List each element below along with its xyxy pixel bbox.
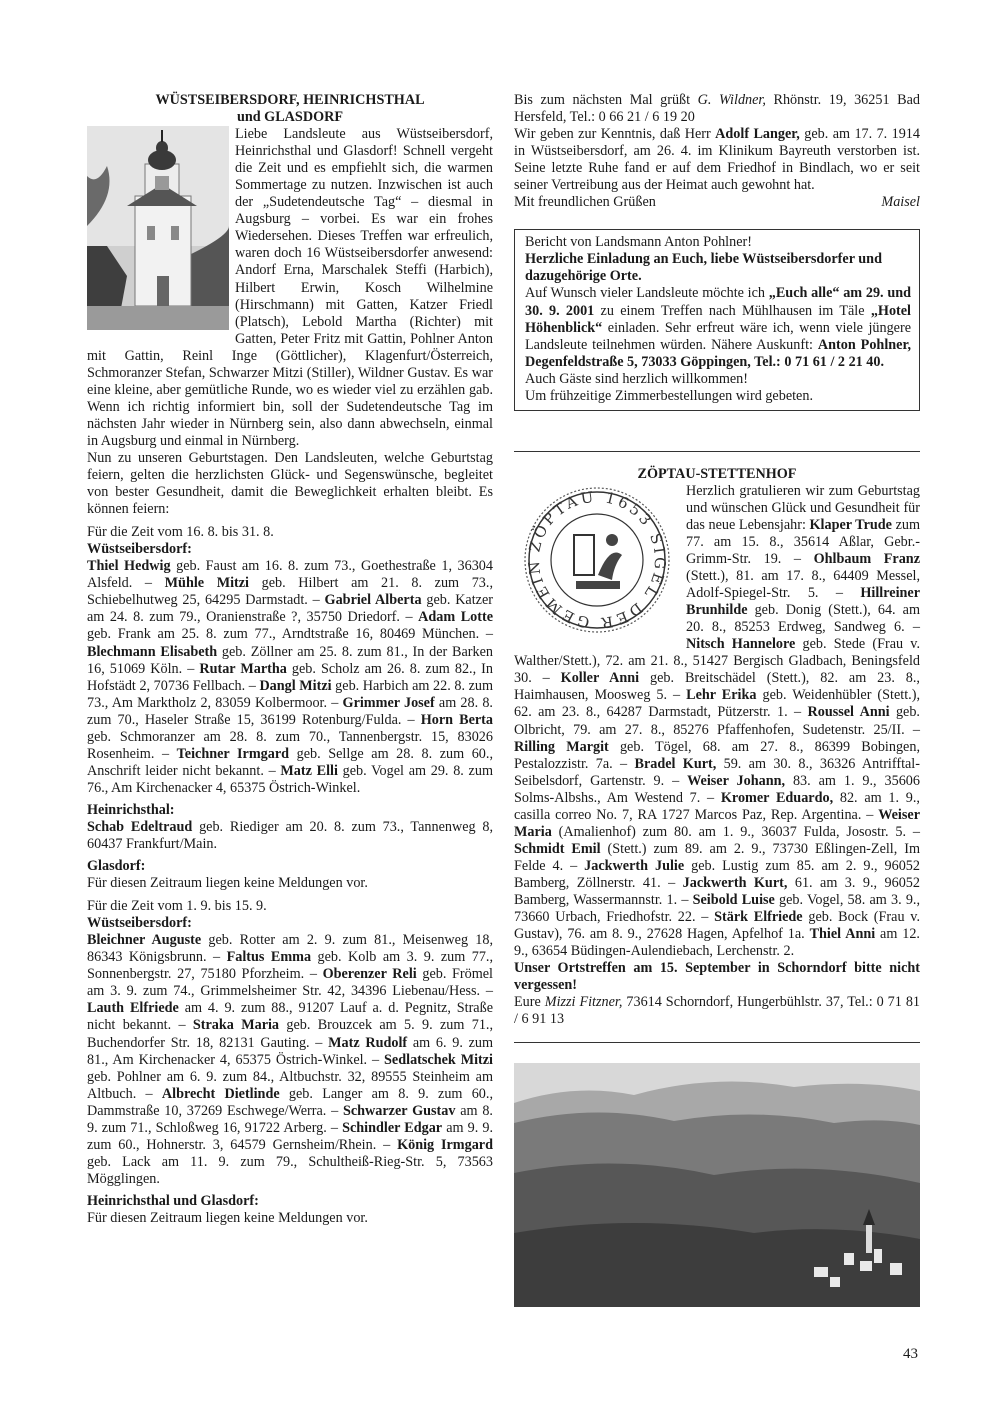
person-name: Dangl Mitzi [259,677,332,694]
section-title-zoeptau: ZÖPTAU-STETTENHOF [637,465,797,482]
person-details: geb. Lack am 11. 9. zum 79., Schultheiß-Rieg-Str. 5, 73563 Mögglingen. [87,1153,493,1187]
period-1: Für die Zeit vom 16. 8. bis 31. 8. [87,524,274,541]
invitation-rooms: Um frühzeitige Zimmerbestellungen wird gebeten. [525,387,813,404]
greeting-name: G. Wildner, [697,92,766,108]
person-details: geb. Harbich am 22. 8. zum 73., Am Marktholz 2, 83059 Kolbermoor. – [87,677,494,711]
person-name: Thiel Anni [809,926,876,943]
person-details: geb. Breitschädel (Stett.), 82. am 23. 8., Haimhausen, Moosweg 5. – [514,670,920,704]
person-details: geb. Katzer am 24. 8. zum 79., Oranienstraße ?, 35750 Driedorf. – [87,592,493,626]
divider-2 [514,1042,920,1043]
invitation-body [525,285,911,370]
person-details: geb. Bock (Frau v. Gustav), 76. am 8. 9., 27628 Hagen, Apfelhof 1a. [514,909,920,943]
person-name: Ohlbaum Franz [813,551,920,568]
person-details: geb. Pohlner am 6. 9. zum 84., Altbuchstr. 32, 89555 Steinheim am Altbuch. – [87,1068,493,1102]
person-details: (Stett.), 81. am 17. 8., 64409 Messel, Adolf-Spiegel-Str. 5. – [686,568,920,602]
person-name: Roussel Anni [807,704,890,721]
person-name: Rilling Margit [514,738,609,755]
person-name: König Irmgard [397,1136,493,1153]
left-column [87,92,493,1227]
heading-wuestseibersdorf-2: Wüstseibersdorf: [87,915,192,932]
person-name: Jackwerth Kurt, [682,874,788,891]
person-details: geb. Zöllner am 25. 8. zum 81., In der Barken 16, 51069 Köln. – [87,643,493,677]
person-name: Mühle Mitzi [164,575,249,592]
landscape-photo [514,1063,920,1307]
meeting-text: Unser Ortstreffen am 15. September in Schorndorf bitte nicht vergessen! [514,960,920,994]
person-details: geb. Langer am 8. 9. zum 60., Dammstraße 10, 37269 Eschwege/Werra. – [87,1085,493,1119]
inv-b: „Euch alle“ am 29. und 30. 9. 2001 [525,285,911,319]
person-details: 83. am 1. 9., 35606 Solms-Albshs., Am Westend 7. – [514,772,920,806]
person-details: zum 77. am 15. 8., 35614 Aßlar, Gebr.-Grimm-Str. 19. – [686,516,920,568]
person-name: Lehr Erika [686,687,757,704]
person-name: Gabriel Alberta [324,592,422,609]
person-details: geb. Frank am 25. 8. zum 77., Arndtstraße 16, 80469 München. – [87,626,493,643]
person-name: Stärk Elfriede [714,909,803,926]
divider-1 [514,451,920,452]
inv-d: „Hotel Höhenblick“ [525,302,911,336]
heading-wuestseibersdorf-1: Wüstseibersdorf: [87,541,192,558]
person-name: Klaper Trude [809,516,892,533]
zoeptau-signature [514,994,920,1028]
person-details: geb. Scholz am 26. 8. zum 82., In Hofstädt 2, 70736 Fellbach. – [87,660,493,694]
birthday-list-w1 [87,558,493,797]
person-details: am 9. 9. zum 60., Hohnerstr. 3, 64579 Gernsheim/Rhein. – [87,1119,493,1153]
section-title-wuestseibersdorf: WÜSTSEIBERSDORF, HEINRICHSTHAL [155,92,425,108]
person-details: geb. Vogel am 29. 8. zum 76., Am Kirchenacker 4, 65375 Östrich-Winkel. [87,762,493,796]
obituary-name: Adolf Langer, [715,126,800,143]
person-details: geb. Vogel, 58. am 3. 9., 73660 Urbach, Friedhofstr. 22. – [514,891,921,926]
intro-text: Liebe Landsleute aus Wüstseibersdorf, Heinrichsthal und Glasdorf! Schnell vergeht die Zeit und es empfiehlt sich, die warmen Sommertage zu nutzen. Inzwischen ist auch der „Sudetendeutsche Tag“ – diesmal in Augsburg – vorbei. Es war ein frohes Wiedersehen. Dieses Treffen war erfreulich, waren doch 16 Wüstseibersdorfer anwesend: Andorf Erna, Marschalek Steffi (Harbich), Hilbert Erwin, Kosch Wilhelmine (Hirschmann) mit Gatten, Katzer Friedl (Platsch), Lebold Martha (Richter) mit Gatten, Peter Fritz mit Gattin, Pohlner Anton mit Gattin, Reinl Inge (Göttlicher), Klagenfurt/Österreich, Schmoranzer Stefan, Schwarzer Mitzi (Stiller), Wildner Gustav. Es war eine kleine, aber gemütliche Runde, wo es wieder viel zu erzählen gab. Wenn ich richtig informiert bin, soll der Sudetendeutsche Tag im nächsten Jahr wieder in Nürnberg sein, also dann abwechseln, einmal in Augsburg und einmal in Nürnberg. [87,126,493,449]
person-details: 61. am 3. 9., 96052 Bamberg, Wassermannstr. 1. – [514,874,920,908]
sign-post: 73614 Schorndorf, Hungerbühlstr. 37, Tel.: 0 71 81 / 6 91 13 [514,994,921,1028]
person-details: geb. Stede (Frau v. Walther/Stett.), 72. am 21. 8., 51427 Bergisch Gladbach, Beningsfeld 30. – [514,636,920,687]
person-name: Sedlatschek Mitzi [384,1051,493,1068]
regards-signature: Maisel [881,194,920,211]
person-name: Blechmann Elisabeth [87,643,218,660]
person-details: am 28. 8. zum 70., Haseler Straße 15, 36199 Rotenburg/Fulda. – [87,694,493,728]
inv-e: einladen. Sehr erfreut wäre ich, wenn viele jüngere Landsleute teilnehmen würden. Nähere Auskunft: [525,319,911,353]
person-details: geb. Lustig zum 85. am 2. 9., 96052 Bamberg, Zöllnerstr. 41. – [514,857,920,891]
person-name: Schab Edeltraud [87,818,193,835]
glasdorf-note: Für diesen Zeitraum liegen keine Meldungen vor. [87,875,368,892]
person-name: Nitsch Hannelore [686,636,796,653]
regards-text: Mit freundlichen Grüßen [514,194,656,211]
person-name: Bradel Kurt, [634,755,717,772]
person-details: (Stett.) zum 89. am 2. 9., 73730 Eßlingen-Zell, Im Felde 4. – [514,840,920,874]
person-details: geb. Weidenhübler (Stett.), 62. am 23. 8., 64287 Darmstadt, Pützerstr. 1. – [514,687,920,721]
birthday-intro: Nun zu unseren Geburtstagen. Den Landsleuten, welche Geburtstag feiern, gelten die herzlichsten Glück- und Segenswünsche, begleitet von bester Gesundheit, damit die Beweglichkeit erhalten bleibt. Es können feiern: [87,449,493,518]
person-name: Faltus Emma [226,949,312,966]
person-name: Schindler Edgar [342,1119,443,1136]
person-name: Bleichner Auguste [87,932,202,949]
person-name: Straka Maria [192,1017,280,1034]
person-name: Teichner Irmgard [176,745,290,762]
person-details: geb. Hilbert am 21. 8. zum 73., Schiebelhutweg 25, 64295 Darmstadt. – [87,575,493,609]
church-photo [87,126,229,330]
heading-glasdorf-1: Glasdorf: [87,858,146,875]
person-name: Horn Berta [420,711,493,728]
inv-f: Anton Pohlner, Degenfeldstraße 5, 73033 Göppingen, Tel.: 0 71 61 / 2 21 40. [525,336,911,370]
person-details: am 6. 9. zum 81., Am Kirchenacker 4, 65375 Östrich-Winkel. – [87,1034,494,1068]
section-subtitle: und GLASDORF [236,109,344,126]
obituary-pre: Wir geben zur Kenntnis, daß Herr [514,126,716,143]
person-details: geb. Donig (Stett.), 64. am 20. 8., 85253 Erdweg, Sandweg 6. – [686,602,920,636]
person-details: geb. Rotter am 2. 9. zum 81., Meisenweg 18, 86343 Königsbrunn. – [87,932,493,966]
person-name: Albrecht Dietlinde [161,1085,280,1102]
obituary [514,126,920,194]
person-name: Weiser Johann, [687,772,786,789]
person-details: geb. Olbricht, 79. am 27. 8., 85276 Pfaffenhofen, Sudetenstr. 25/II. – [514,704,920,738]
heading-heinrichsthal-glasdorf-2: Heinrichsthal und Glasdorf: [87,1192,259,1209]
person-details: geb. Tögel, 68. am 27. 8., 86399 Bobingen, Pestalozzistr. 7a. – [514,738,920,772]
person-details: 82. am 1. 9., casilla correo No. 7, RA 1727 Marcos Paz, Rep. Argentina. – [514,789,920,823]
seal-text: ZÖPTAU 1653 SIGEL DER GEMEIN [524,487,670,633]
person-details: geb. Kolb am 3. 9. zum 77., Sonnenbergstr. 27, 75180 Pforzheim. – [87,949,494,983]
page-number: 43 [903,1346,918,1362]
person-details: geb. Faust am 16. 8. zum 73., Goethestraße 1, 36304 Alsfeld. – [87,558,493,592]
person-name: Thiel Hedwig [87,558,171,575]
birthday-list-w2 [87,932,493,1188]
person-name: Schmidt Emil [514,840,601,857]
sign-pre: Eure [514,994,545,1011]
person-name: Jackwerth Julie [584,857,685,874]
person-details: geb. Riediger am 20. 8. zum 73., Tannenweg 8, 60437 Frankfurt/Main. [87,818,493,853]
person-details: geb. Brouzcek am 5. 9. zum 71., Buchendorfer Str. 18, 82131 Gauting. – [87,1017,494,1051]
heading-heinrichsthal-1: Heinrichsthal: [87,801,175,818]
person-details: (Amalienhof) zum 80. am 1. 9., 36037 Fulda, Josostr. 5. – [551,823,920,840]
person-name: Lauth Elfriede [87,1000,179,1017]
person-name: Weiser Maria [514,806,920,840]
svg-text:ZÖPTAU 1653 SIGEL DER GEMEIN [525,487,670,632]
right-column [514,92,920,1312]
invitation-box [514,229,920,410]
seal-image [514,485,680,635]
person-name: Oberenzer Reli [322,966,417,983]
obituary-post: geb. am 17. 7. 1914 in Wüstseibersdorf, am 26. 4. im Klinikum Bayreuth verstorben ist. Seine letzte Ruhe fand er auf dem Friedhof in Bindlach, wo er seit seiner Vertreibung aus der Heimat auch gewohnt hat. [514,126,920,194]
invitation-headline-text: Herzliche Einladung an Euch, liebe Wüstseibersdorfer und dazugehörige Orte. [525,251,882,285]
inv-c: zu einem Treffen nach Mühlhausen im Täle [594,302,871,319]
period-2: Für die Zeit vom 1. 9. bis 15. 9. [87,898,267,915]
person-name: Matz Elli [280,762,338,779]
greeting-post: Rhönstr. 19, 36251 Bad Hersfeld, Tel.: 0 66 21 / 6 19 20 [514,92,920,126]
regards-line [514,194,920,211]
person-details: am 4. 9. zum 88., 91207 Lauf a. d. Pegnitz, Straße nicht bekannt. – [87,1000,493,1034]
person-details: geb. Sellge am 28. 8. zum 60., Anschrift leider nicht bekannt. – [87,745,493,779]
zoeptau-intro: Herzlich gratulieren wir zum Geburtstag und wünschen Glück und Gesundheit für das neue Lebensjahr: [686,482,920,533]
birthday-list-hr1 [87,819,493,853]
person-details: am 12. 9., 63654 Büdingen-Aulendiebach, Lerchenstr. 2. [514,926,920,960]
greeting [514,92,920,126]
person-name: Rutar Martha [199,660,287,677]
person-name: Matz Rudolf [328,1034,408,1051]
inv-a: Auf Wunsch vieler Landsleute möchte ich [525,285,769,302]
person-name: Kromer Eduardo, [720,789,834,806]
invitation-headline [525,251,911,285]
person-details: am 8. 9. zum 71., Schloßweg 16, 91722 Arberg. – [87,1102,493,1136]
invitation-report: Bericht von Landsmann Anton Pohlner! [525,234,752,251]
person-name: Hillreiner Brunhilde [686,585,920,619]
person-name: Adam Lotte [418,609,493,626]
person-details: geb. Schmoranzer am 28. 8. zum 70., Tannenbergstr. 15, 83026 Rosenheim. – [87,728,493,762]
sign-name: Mizzi Fitzner, [544,994,623,1011]
person-name: Grimmer Josef [342,694,435,711]
meeting-reminder [514,960,920,994]
person-name: Schwarzer Gustav [342,1102,456,1119]
person-name: Koller Anni [560,670,640,687]
invitation-guests: Auch Gäste sind herzlich willkommen! [525,370,749,387]
person-details: geb. Frömel am 3. 9. zum 74., Grimmelsheimer Str. 42, 34396 Liebenau/Hess. – [87,966,493,1000]
person-details: 59. am 30. 8., 36326 Antrifftal-Seibelsdorf, Gartenstr. 9. – [514,755,920,789]
heinrichsthal-glasdorf-note: Für diesen Zeitraum liegen keine Meldungen vor. [87,1210,368,1226]
greeting-pre: Bis zum nächsten Mal grüßt [514,92,698,108]
person-name: Seibold Luise [692,891,775,908]
